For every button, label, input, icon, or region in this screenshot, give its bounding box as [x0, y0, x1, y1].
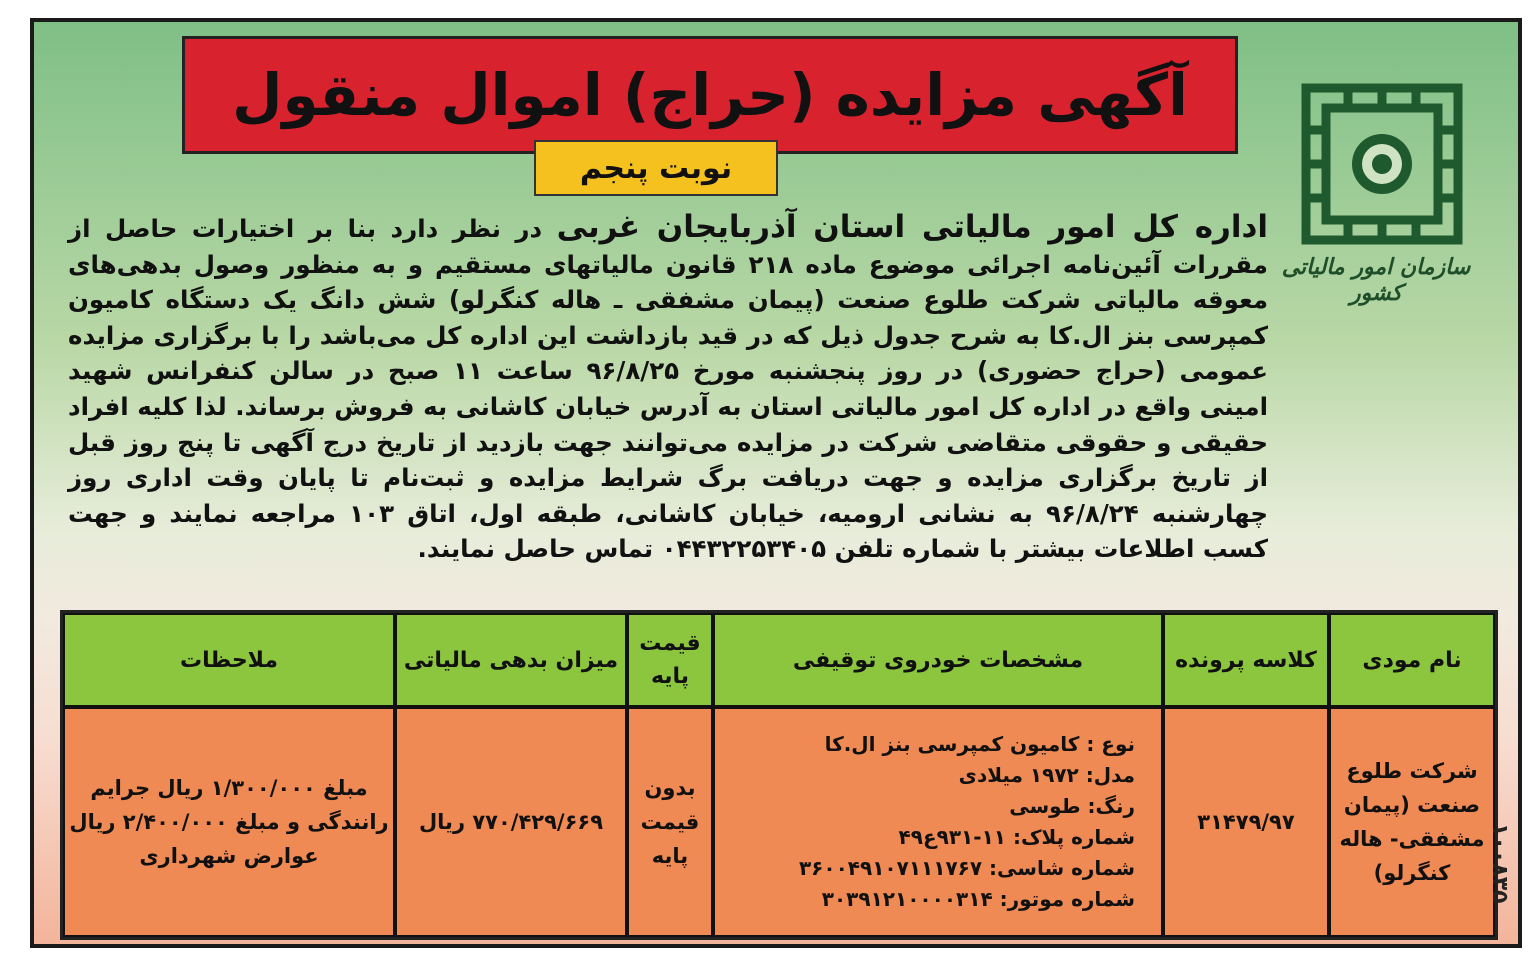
- header-notes: ملاحظات: [63, 613, 395, 707]
- header-tax-debt: میزان بدهی مالیاتی: [395, 613, 627, 707]
- header-vehicle: مشخصات خودروی توقیفی: [713, 613, 1163, 707]
- vehicle-engine: شماره موتور: ۳۰۳۹۱۲۱۰۰۰۰۳۱۴: [821, 887, 1135, 911]
- side-reference-number: ۱۰۰۸۳۵: [1487, 823, 1512, 904]
- vehicle-chassis: شماره شاسی: ۳۶۰۰۴۹۱۰۷۱۱۱۷۶۷: [798, 856, 1135, 880]
- cell-base-price: بدون قیمت پایه: [627, 707, 713, 937]
- body-lead: اداره کل امور مالیاتی استان آذربایجان غربی: [556, 209, 1268, 245]
- vehicle-model: مدل: ۱۹۷۲ میلادی: [958, 763, 1135, 787]
- header-taxpayer: نام مودی: [1329, 613, 1495, 707]
- tax-org-emblem-icon: [1298, 80, 1466, 248]
- cell-taxpayer: شرکت طلوع صنعت (پیمان مشفقی- هاله کنگرلو): [1329, 707, 1495, 937]
- auction-table: [60, 610, 1498, 940]
- page-title: آگهی مزایده (حراج) اموال منقول: [232, 61, 1188, 129]
- organization-name: سازمان امور مالیاتی کشور: [1281, 254, 1471, 306]
- vehicle-type: نوع : کامیون کمپرسی بنز ال.کا: [824, 732, 1135, 756]
- cell-file-class: ۳۱۴۷۹/۹۷: [1163, 707, 1329, 937]
- header-file-class: کلاسه پرونده: [1163, 613, 1329, 707]
- round-badge: نوبت پنجم: [534, 140, 778, 196]
- body-text: در نظر دارد بنا بر اختیارات حاصل از مقررات آئین‌نامه اجرائی موضوع ماده ۲۱۸ قانون مالیاتهای مستقیم و به منظور وصول بدهی‌های معوقه مالیاتی شرکت طلوع صنعت (پیمان مشفقی ـ هاله کنگرلو) شش دانگ یک دستگاه کامیون کمپرسی بنز ال.کا به شرح جدول ذیل که در قید بازداشت این اداره کل می‌باشد را با برگزاری مزایده عمومی (حراج حضوری) در روز پنجشنبه مورخ ۹۶/۸/۲۵ ساعت ۱۱ صبح در سالن کنفرانس شهید امینی واقع در اداره کل امور مالیاتی استان به آدرس خیابان کاشانی به فروش برساند. لذا کلیه افراد حقیقی و حقوقی متقاضی شرکت در مزایده می‌توانند جهت بازدید از تاریخ درج آگهی تا پنج روز قبل از تاریخ برگزاری مزایده و جهت دریافت برگ شرایط مزایده و ثبت‌نام تا پایان وقت اداری روز چهارشنبه ۹۶/۸/۲۴ به نشانی ارومیه، خیابان کاشانی، طبقه اول، اتاق ۱۰۳ مراجعه نمایند و جهت کسب اطلاعات بیشتر با شماره تلفن ۰۴۴۳۲۲۵۳۴۰۵ تماس حاصل نمایند.: [68, 214, 1268, 564]
- announcement-body: [68, 210, 1268, 567]
- header-base-price: قیمت پایه: [627, 613, 713, 707]
- cell-vehicle: [713, 707, 1163, 937]
- vehicle-color: رنگ: طوسی: [1009, 794, 1135, 818]
- title-banner: [182, 36, 1238, 154]
- cell-notes: مبلغ ۱/۳۰۰/۰۰۰ ریال جرایم رانندگی و مبلغ ۲/۴۰۰/۰۰۰ ریال عوارض شهرداری: [63, 707, 395, 937]
- advertisement-frame: [30, 18, 1522, 948]
- vehicle-plate: شماره پلاک: ۱۱-۹۳۱ع۴۹: [898, 825, 1135, 849]
- cell-tax-debt: ۷۷۰/۴۲۹/۶۶۹ ریال: [395, 707, 627, 937]
